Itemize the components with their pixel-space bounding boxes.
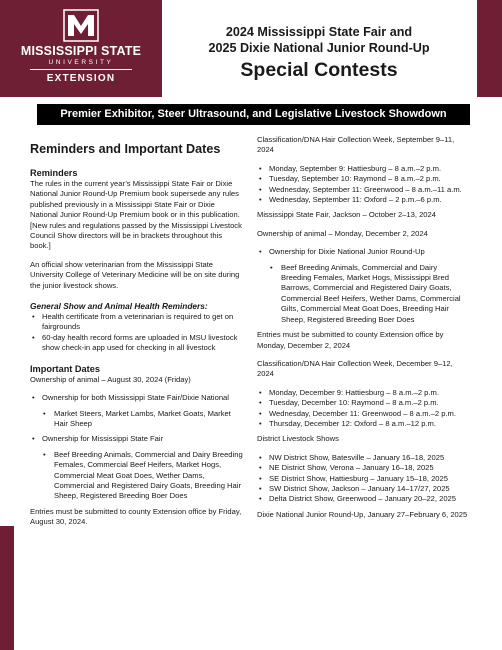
entries-deadline: Entries must be submitted to county Extension office by Friday, August 30, 2024.: [30, 506, 242, 527]
list-item: • Ownership for Mississippi State Fair: [30, 434, 244, 444]
list-subitem: • Beef Breeding Animals, Commercial and Dairy Breeding Females, Commercial Beef Heifers, Market Hogs, Commercial Meat Goat Does, Wether Dams, Commercial and Registered Dairy Goats, Breeding Hair Sheep, Registered Breeding Boer Does: [30, 450, 244, 502]
list-subitem: • Beef Breeding Animals, Commercial and Dairy Breeding Females, Market Hogs, Mississippi Bred Barrows, Commercial and Registered Dairy Goats, Commercial Beef Heifers, Wether Dams, Commercial Gilts, Commercial Meat Goat Does, Breeding Hair Sheep, Registered Breeding Boer Does: [257, 263, 469, 325]
list-item: • NW District Show, Batesville – January 16–18, 2025: [257, 453, 469, 463]
logo-subtitle: UNIVERSITY: [48, 59, 114, 66]
section-heading: Reminders and Important Dates: [30, 142, 221, 156]
list-item: • SW District Show, Jackson – January 14–17/27, 2025: [257, 484, 469, 494]
list-item: • Wednesday, September 11: Greenwood – 8 a.m.–11 a.m.: [257, 185, 469, 195]
round-up-dates: Dixie National Junior Round-Up, January 27–February 6, 2025: [257, 509, 468, 519]
health-reminders-heading: General Show and Animal Health Reminders:: [30, 301, 208, 312]
left-column: [30, 142, 244, 528]
ownership-date: Ownership of animal – August 30, 2024 (Friday): [30, 374, 191, 384]
top-right-accent-bar: [477, 0, 502, 97]
dna-week-list-1: [257, 164, 469, 206]
msu-extension-logo: [0, 0, 162, 97]
right-column: [257, 135, 469, 520]
list-item: • NE District Show, Verona – January 16–18, 2025: [257, 463, 469, 473]
reminders-heading: Reminders: [30, 168, 78, 178]
list-item: • SE District Show, Hattiesburg – January 15–18, 2025: [257, 474, 469, 484]
reminders-text: The rules in the current year’s Mississippi State Fair or Dixie National Junior Round-Up Premium book supersede any rules published previously in a Mississippi State Fair or Dixie National Junior Round-Up Premium book or in this publication. [New rules and regulations passed by the Mississippi Livestock Council Show directors will be in brackets throughout this book.]: [30, 179, 242, 251]
veterinarian-text: An official show veterinarian from the Mississippi State University College of Veterinary Medicine will be on site during the junior livestock shows.: [30, 259, 240, 290]
list-item: • Ownership for Dixie National Junior Round-Up: [257, 247, 469, 257]
dna-week-heading-1: Classification/DNA Hair Collection Week, September 9–11, 2024: [257, 135, 455, 155]
dna-week-heading-2: Classification/DNA Hair Collection Week, December 9–12, 2024: [257, 358, 453, 379]
section-banner: Premier Exhibitor, Steer Ultrasound, and Legislative Livestock Showdown: [37, 104, 470, 125]
page-title: Special Contests: [240, 59, 398, 81]
district-shows-list: [257, 453, 469, 505]
logo-divider: [30, 69, 132, 70]
msu-m-emblem-icon: [63, 9, 99, 42]
list-item: • Monday, September 9: Hattiesburg – 8 a.m.–2 p.m.: [257, 164, 469, 174]
dixie-ownership-list: [257, 247, 469, 325]
bottom-left-accent-bar: [0, 526, 14, 650]
list-item: • Monday, December 9: Hattiesburg – 8 a.m.–2 p.m.: [257, 388, 469, 398]
health-reminders-list: [30, 312, 244, 354]
logo-extension: EXTENSION: [46, 73, 116, 84]
district-shows-heading: District Livestock Shows: [257, 434, 339, 444]
list-item: • 60-day health record forms are uploaded in MSU livestock show check-in app used for checking in all livestock: [30, 333, 244, 354]
document-title: [190, 24, 448, 82]
state-fair-dates: Mississippi State Fair, Jackson – October 2–13, 2024: [257, 210, 436, 220]
dna-week-list-2: [257, 388, 469, 430]
list-item: • Wednesday, September 11: Oxford – 2 p.m.–6 p.m.: [257, 195, 469, 205]
list-item: • Health certificate from a veterinarian is required to get on fairgrounds: [30, 312, 244, 333]
logo-name: MISSISSIPPI STATE: [20, 44, 142, 58]
list-item: • Delta District Show, Greenwood – January 20–22, 2025: [257, 494, 469, 504]
ownership-date-december: Ownership of animal – Monday, December 2, 2024: [257, 228, 428, 238]
important-dates-heading: Important Dates: [30, 363, 100, 374]
list-item: • Thursday, December 12: Oxford – 8 a.m.–12 p.m.: [257, 419, 469, 429]
ownership-list: [30, 393, 244, 502]
list-subitem: • Market Steers, Market Lambs, Market Goats, Market Hair Sheep: [30, 409, 244, 430]
title-line-1: 2024 Mississippi State Fair and: [225, 25, 413, 39]
list-item: • Wednesday, December 11: Greenwood – 8 a.m.–2 p.m.: [257, 409, 469, 419]
list-item: • Tuesday, December 10: Raymond – 8 a.m.–2 p.m.: [257, 398, 469, 408]
list-item: • Ownership for both Mississippi State Fair/Dixie National: [30, 393, 244, 403]
title-line-2: 2025 Dixie National Junior Round-Up: [208, 41, 430, 55]
entries-deadline-december: Entries must be submitted to county Extension office by Monday, December 2, 2024: [257, 330, 444, 350]
list-item: • Tuesday, September 10: Raymond – 8 a.m.–2 p.m.: [257, 174, 469, 184]
